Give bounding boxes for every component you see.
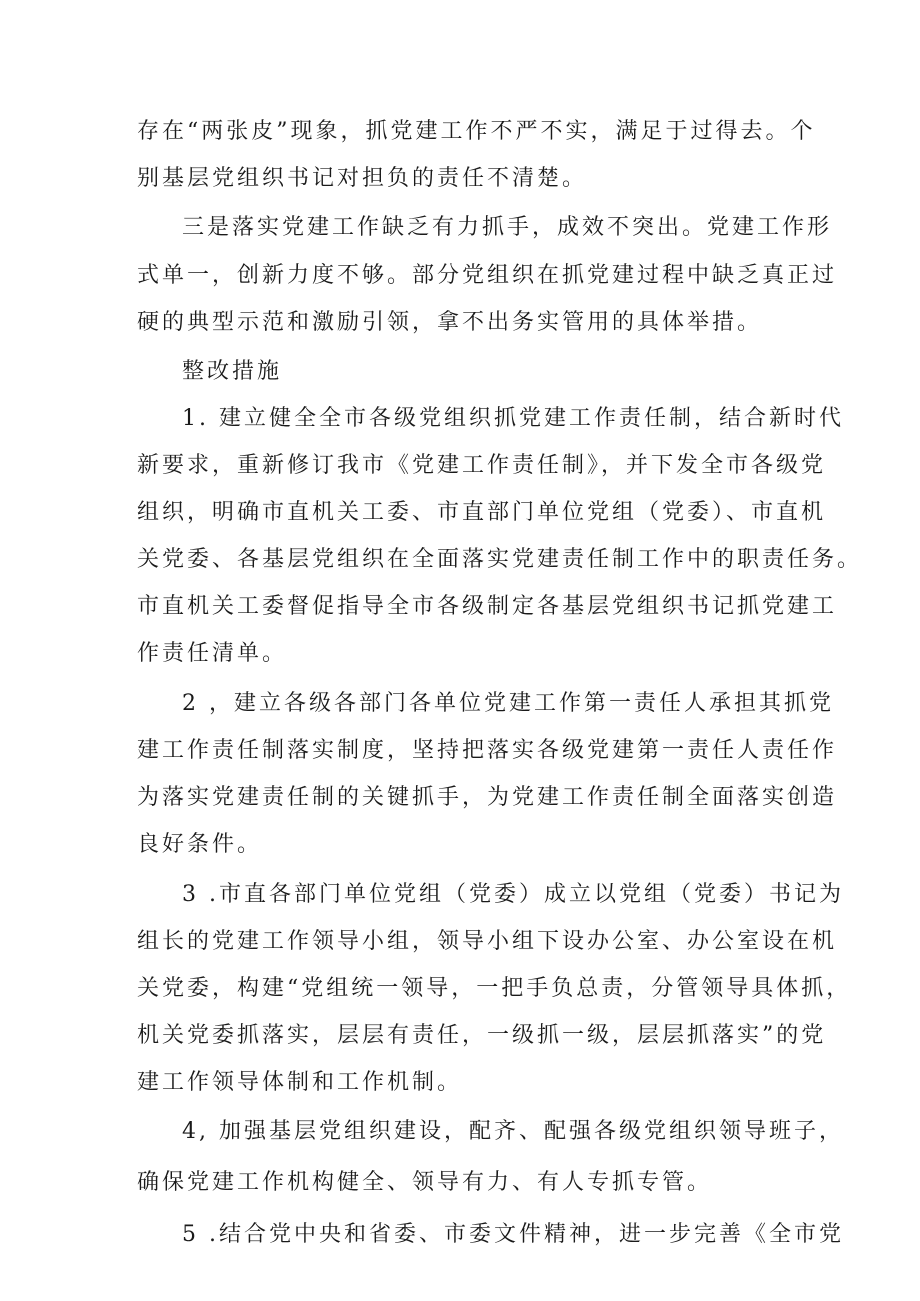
text-line: 关党委、各基层党组织在全面落实党建责任制工作中的职责任务。 bbox=[137, 547, 863, 572]
text-line: 3 .市直各部门单位党组（党委）成立以党组（党委）书记为 bbox=[182, 882, 844, 907]
text-line: 市直机关工委督促指导全市各级制定各基层党组织书记抓党建工 bbox=[137, 594, 838, 619]
text-line: 建工作责任制落实制度，坚持把落实各级党建第一责任人责任作 bbox=[137, 738, 838, 763]
text-line: 组织，明确市直机关工委、市直部门单位党组（党委）、市直机 bbox=[137, 500, 827, 525]
text-line: 机关党委抓落实，层层有责任，一级抓一级，层层抓落实”的党 bbox=[137, 1023, 827, 1048]
text-line: 良好条件。 bbox=[137, 832, 263, 857]
text-line: 组长的党建工作领导小组，领导小组下设办公室、办公室设在机 bbox=[137, 929, 838, 954]
text-line: 5 .结合党中央和省委、市委文件精神，进一步完善《全市党 bbox=[182, 1222, 844, 1247]
text-line: 存在“两张皮”现象，抓党建工作不严不实，满足于过得去。个 bbox=[137, 119, 816, 144]
text-line: 式单一，创新力度不够。部分党组织在抓党建过程中缺乏真正过 bbox=[137, 263, 838, 288]
text-line: 关党委，构建“党组统一领导，一把手负总责，分管领导具体抓， bbox=[137, 976, 852, 1001]
text-line: 别基层党组织书记对担负的责任不清楚。 bbox=[137, 166, 588, 191]
text-line: 硬的典型示范和激励引领，拿不出务实管用的具体举措。 bbox=[137, 310, 763, 335]
text-line: 为落实党建责任制的关键抓手，为党建工作责任制全面落实创造 bbox=[137, 785, 838, 810]
text-line: 1. 建立健全全市各级党组织抓党建工作责任制，结合新时代 bbox=[182, 406, 844, 431]
text-line: 确保党建工作机构健全、领导有力、有人专抓专管。 bbox=[137, 1170, 713, 1195]
text-line: 建工作领导体制和工作机制。 bbox=[137, 1070, 463, 1095]
text-line: 新要求，重新修订我市《党建工作责任制》，并下发全市各级党 bbox=[137, 453, 827, 478]
section-heading: 整改措施 bbox=[182, 359, 283, 384]
text-line: 作责任清单。 bbox=[137, 641, 288, 666]
text-line: 2 ，建立各级各部门各单位党建工作第一责任人承担其抓党 bbox=[182, 691, 834, 716]
text-line: 三是落实党建工作缺乏有力抓手，成效不突出。党建工作形 bbox=[182, 215, 833, 240]
text-line: 4, 加强基层党组织建设，配齐、配强各级党组织领导班子， bbox=[182, 1119, 844, 1144]
